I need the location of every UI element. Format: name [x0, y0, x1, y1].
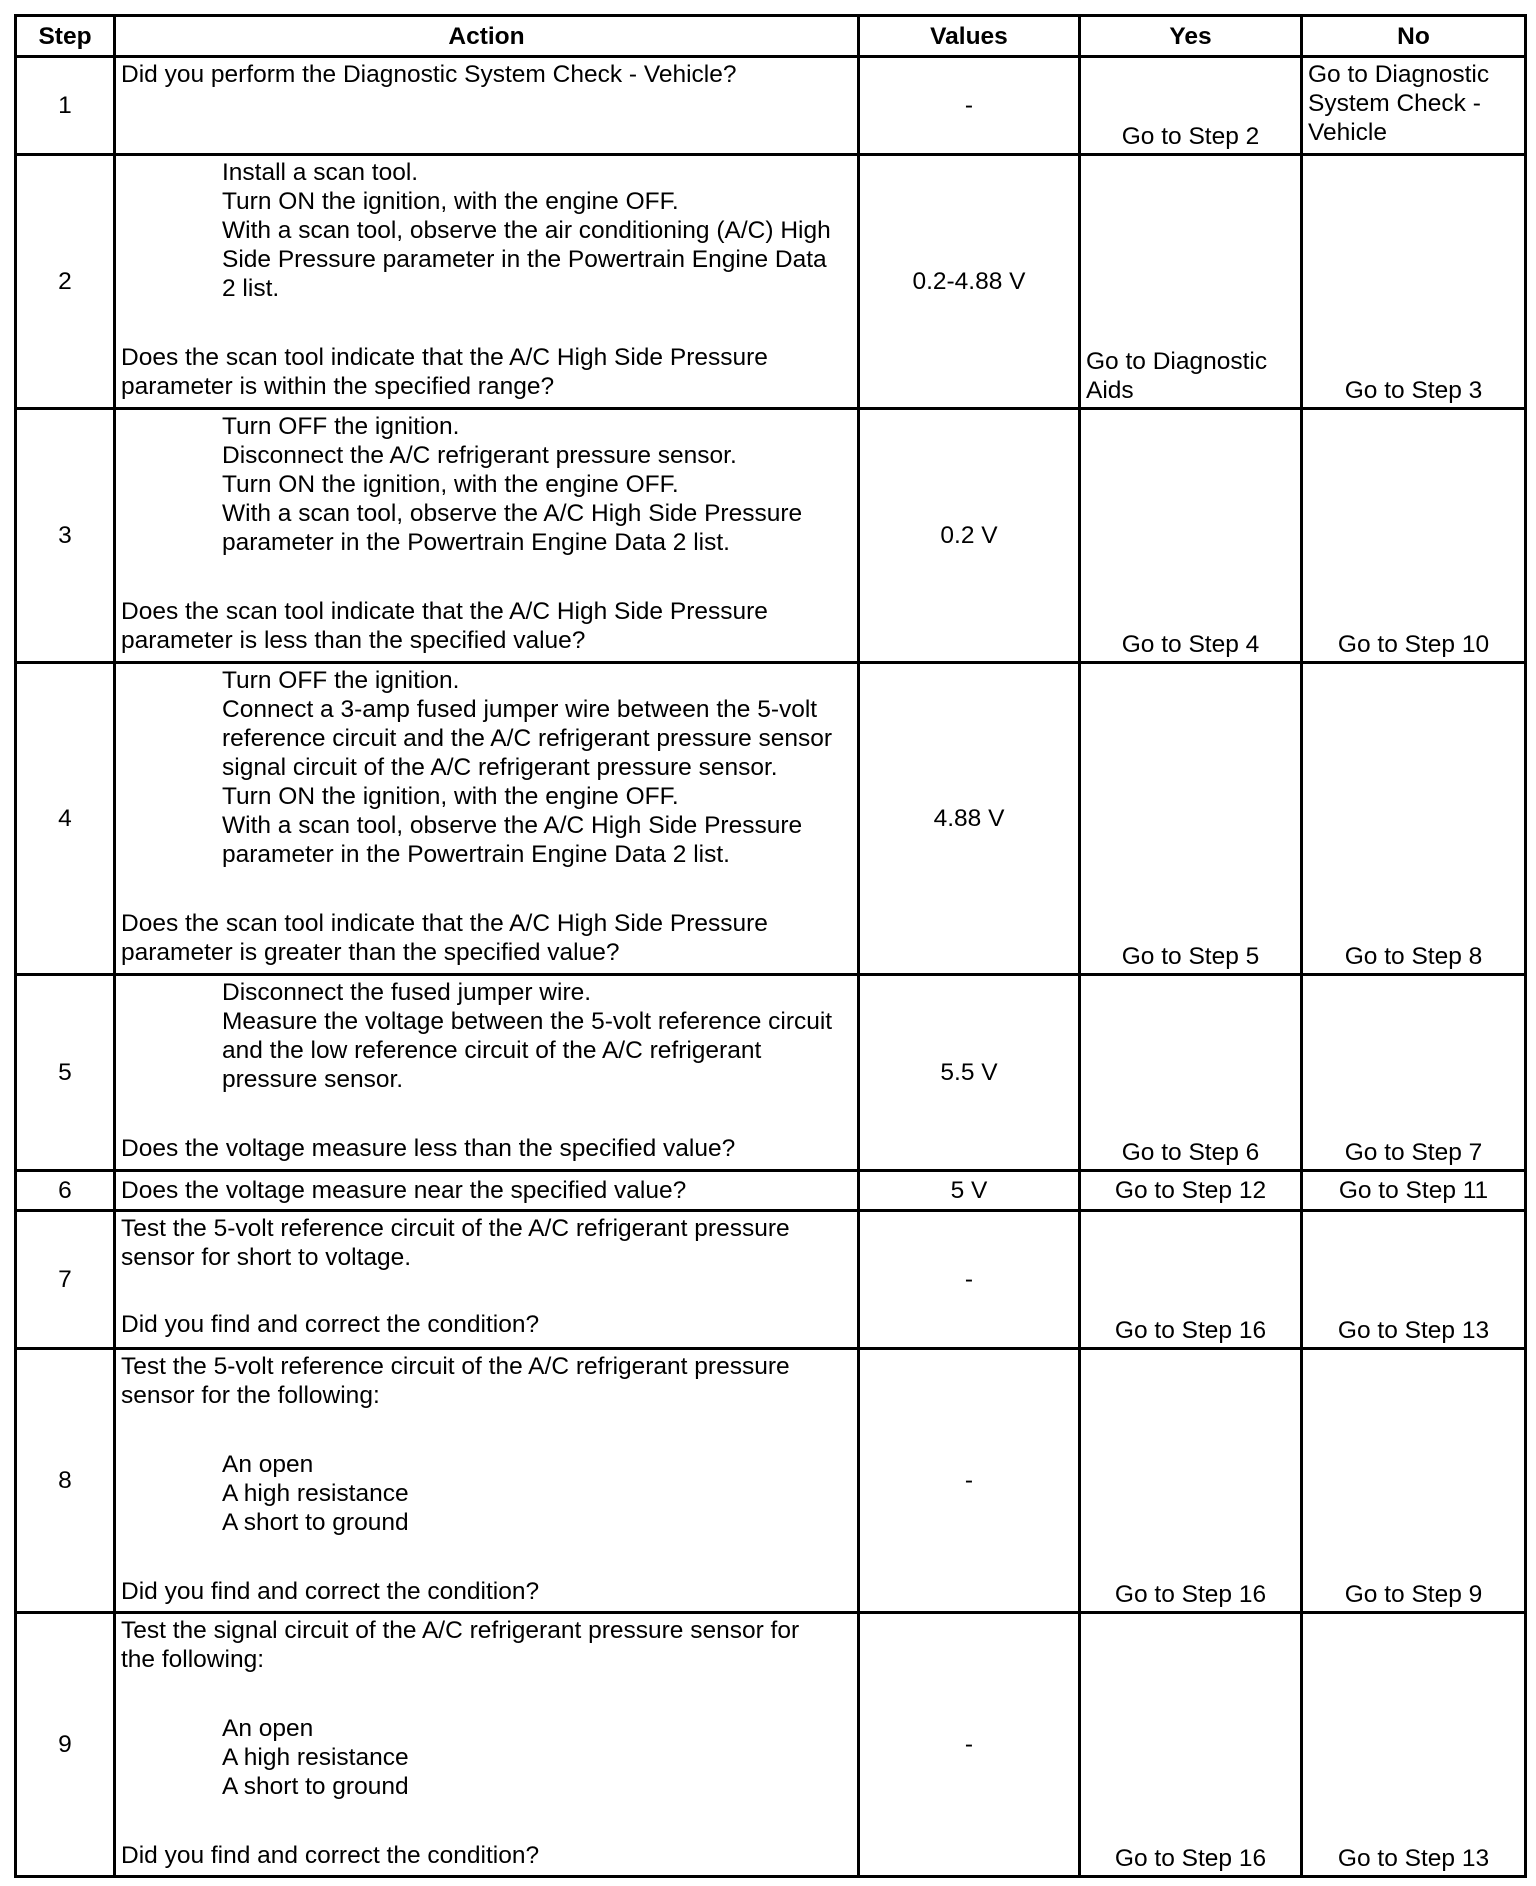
action-intro: the following:: [121, 1646, 265, 1673]
step-row-8: [16, 1349, 1526, 1613]
step-number: 4: [16, 663, 115, 975]
action-step: parameter in the Powertrain Engine Data 2 list.: [222, 841, 730, 868]
action-step: An open: [222, 1451, 314, 1478]
action-question: Does the scan tool indicate that the A/C High Side Pressure: [121, 910, 768, 937]
no-cell: [1302, 1171, 1526, 1211]
action-cell: [115, 1211, 859, 1349]
header-step: Step: [16, 16, 115, 57]
action-step: Install a scan tool.: [222, 159, 419, 186]
step-row-6: [16, 1171, 1526, 1211]
step-row-4: [16, 663, 1526, 975]
no-cell: [1302, 1211, 1526, 1349]
action-question: Does the voltage measure less than the specified value?: [121, 1135, 736, 1162]
header-no: No: [1302, 16, 1526, 57]
action-cell: [115, 1349, 859, 1613]
yes-cell: [1080, 1171, 1302, 1211]
step-row-2: [16, 155, 1526, 409]
no-cell: [1302, 975, 1526, 1171]
action-cell: [115, 975, 859, 1171]
yes-cell: [1080, 409, 1302, 663]
action-step: Turn OFF the ignition.: [222, 667, 460, 694]
no-cell: [1302, 663, 1526, 975]
action-step: Measure the voltage between the 5-volt reference circuit: [222, 1008, 833, 1035]
yes-link[interactable]: Go to Step 12: [1114, 1177, 1267, 1204]
yes-cell: [1080, 975, 1302, 1171]
action-intro: sensor for the following:: [121, 1382, 380, 1409]
yes-link[interactable]: Aids: [1086, 377, 1134, 404]
action-step: reference circuit and the A/C refrigerant pressure sensor: [222, 725, 833, 752]
action-step: Disconnect the fused jumper wire.: [222, 979, 592, 1006]
action-question: Does the scan tool indicate that the A/C High Side Pressure: [121, 344, 768, 371]
value-cell: 0.2-4.88 V: [859, 155, 1080, 409]
action-step: Turn ON the ignition, with the engine OFF.: [222, 471, 679, 498]
yes-link[interactable]: Go to Step 16: [1114, 1845, 1267, 1872]
no-cell: [1302, 1613, 1526, 1877]
action-step: An open: [222, 1715, 314, 1742]
action-question: parameter is within the specified range?: [121, 373, 555, 400]
step-row-3: [16, 409, 1526, 663]
action-step: signal circuit of the A/C refrigerant pressure sensor.: [222, 754, 778, 781]
yes-link[interactable]: Go to Step 2: [1121, 123, 1260, 150]
step-number: 6: [16, 1171, 115, 1211]
step-number: 8: [16, 1349, 115, 1613]
yes-cell: [1080, 663, 1302, 975]
action-step: Turn ON the ignition, with the engine OFF.: [222, 783, 679, 810]
no-link[interactable]: Vehicle: [1308, 119, 1388, 146]
action-step: With a scan tool, observe the A/C High Side Pressure: [222, 812, 803, 839]
no-link[interactable]: Go to Step 13: [1337, 1845, 1490, 1872]
no-link[interactable]: Go to Step 13: [1337, 1317, 1490, 1344]
action-step: and the low reference circuit of the A/C refrigerant: [222, 1037, 762, 1064]
action-intro: Did you perform the Diagnostic System Check - Vehicle?: [121, 61, 737, 88]
value-cell: 4.88 V: [859, 663, 1080, 975]
action-step: Disconnect the A/C refrigerant pressure sensor.: [222, 442, 737, 469]
action-step: pressure sensor.: [222, 1066, 404, 1093]
action-question: Did you find and correct the condition?: [121, 1578, 540, 1605]
action-step: Side Pressure parameter in the Powertrain Engine Data: [222, 246, 827, 273]
yes-link[interactable]: Go to Step 4: [1121, 631, 1260, 658]
no-link[interactable]: System Check -: [1308, 90, 1481, 117]
no-cell: [1302, 155, 1526, 409]
action-step: A short to ground: [222, 1773, 409, 1800]
action-step: Turn ON the ignition, with the engine OFF.: [222, 188, 679, 215]
no-link[interactable]: Go to Step 10: [1337, 631, 1490, 658]
value-cell: -: [859, 1613, 1080, 1877]
action-cell: [115, 155, 859, 409]
no-link[interactable]: Go to Step 9: [1344, 1581, 1483, 1608]
no-link[interactable]: Go to Step 8: [1344, 943, 1483, 970]
action-intro: Test the 5-volt reference circuit of the A/C refrigerant pressure: [121, 1215, 790, 1242]
yes-link[interactable]: Go to Step 5: [1121, 943, 1260, 970]
step-row-1: [16, 57, 1526, 155]
value-cell: 5 V: [859, 1171, 1080, 1211]
action-intro: Test the 5-volt reference circuit of the A/C refrigerant pressure: [121, 1353, 790, 1380]
value-cell: 5.5 V: [859, 975, 1080, 1171]
yes-cell: [1080, 155, 1302, 409]
action-cell: [115, 663, 859, 975]
action-cell: [115, 1171, 859, 1211]
action-step: Turn OFF the ignition.: [222, 413, 460, 440]
action-question: Did you find and correct the condition?: [121, 1311, 540, 1338]
step-number: 2: [16, 155, 115, 409]
action-step: A high resistance: [222, 1480, 409, 1507]
step-row-5: [16, 975, 1526, 1171]
diagnostic-table: [14, 14, 1527, 1878]
yes-link[interactable]: Go to Step 16: [1114, 1317, 1267, 1344]
header-yes: Yes: [1080, 16, 1302, 57]
action-question: Does the voltage measure near the specified value?: [121, 1177, 687, 1204]
yes-link[interactable]: Go to Step 6: [1121, 1139, 1260, 1166]
step-row-7: [16, 1211, 1526, 1349]
header-row: [16, 16, 1526, 57]
action-step: A short to ground: [222, 1509, 409, 1536]
value-cell: -: [859, 1349, 1080, 1613]
yes-cell: [1080, 1349, 1302, 1613]
action-step: With a scan tool, observe the A/C High Side Pressure: [222, 500, 803, 527]
action-step: parameter in the Powertrain Engine Data 2 list.: [222, 529, 730, 556]
no-link[interactable]: Go to Step 7: [1344, 1139, 1483, 1166]
yes-link[interactable]: Go to Diagnostic: [1086, 348, 1268, 375]
action-intro: Test the signal circuit of the A/C refrigerant pressure sensor for: [121, 1617, 800, 1644]
step-number: 3: [16, 409, 115, 663]
step-number: 1: [16, 57, 115, 155]
action-cell: [115, 57, 859, 155]
action-question: Did you find and correct the condition?: [121, 1842, 540, 1869]
no-link[interactable]: Go to Step 3: [1344, 377, 1483, 404]
action-step: With a scan tool, observe the air conditioning (A/C) High: [222, 217, 831, 244]
no-link[interactable]: Go to Step 11: [1338, 1177, 1489, 1204]
action-question: parameter is greater than the specified value?: [121, 939, 620, 966]
step-row-9: [16, 1613, 1526, 1877]
value-cell: -: [859, 1211, 1080, 1349]
action-cell: [115, 1613, 859, 1877]
action-step: 2 list.: [222, 275, 280, 302]
header-values: Values: [859, 16, 1080, 57]
action-question: Does the scan tool indicate that the A/C High Side Pressure: [121, 598, 768, 625]
header-action: Action: [115, 16, 859, 57]
yes-cell: [1080, 1613, 1302, 1877]
step-number: 5: [16, 975, 115, 1171]
no-cell: [1302, 409, 1526, 663]
action-step: A high resistance: [222, 1744, 409, 1771]
yes-cell: [1080, 1211, 1302, 1349]
action-question: parameter is less than the specified value?: [121, 627, 586, 654]
action-intro: sensor for short to voltage.: [121, 1244, 412, 1271]
value-cell: -: [859, 57, 1080, 155]
yes-link[interactable]: Go to Step 16: [1114, 1581, 1267, 1608]
step-number: 9: [16, 1613, 115, 1877]
no-link[interactable]: Go to Diagnostic: [1308, 61, 1490, 88]
yes-cell: [1080, 57, 1302, 155]
action-step: Connect a 3-amp fused jumper wire between the 5-volt: [222, 696, 818, 723]
action-cell: [115, 409, 859, 663]
value-cell: 0.2 V: [859, 409, 1080, 663]
no-cell: [1302, 1349, 1526, 1613]
no-cell: [1302, 57, 1526, 155]
step-number: 7: [16, 1211, 115, 1349]
